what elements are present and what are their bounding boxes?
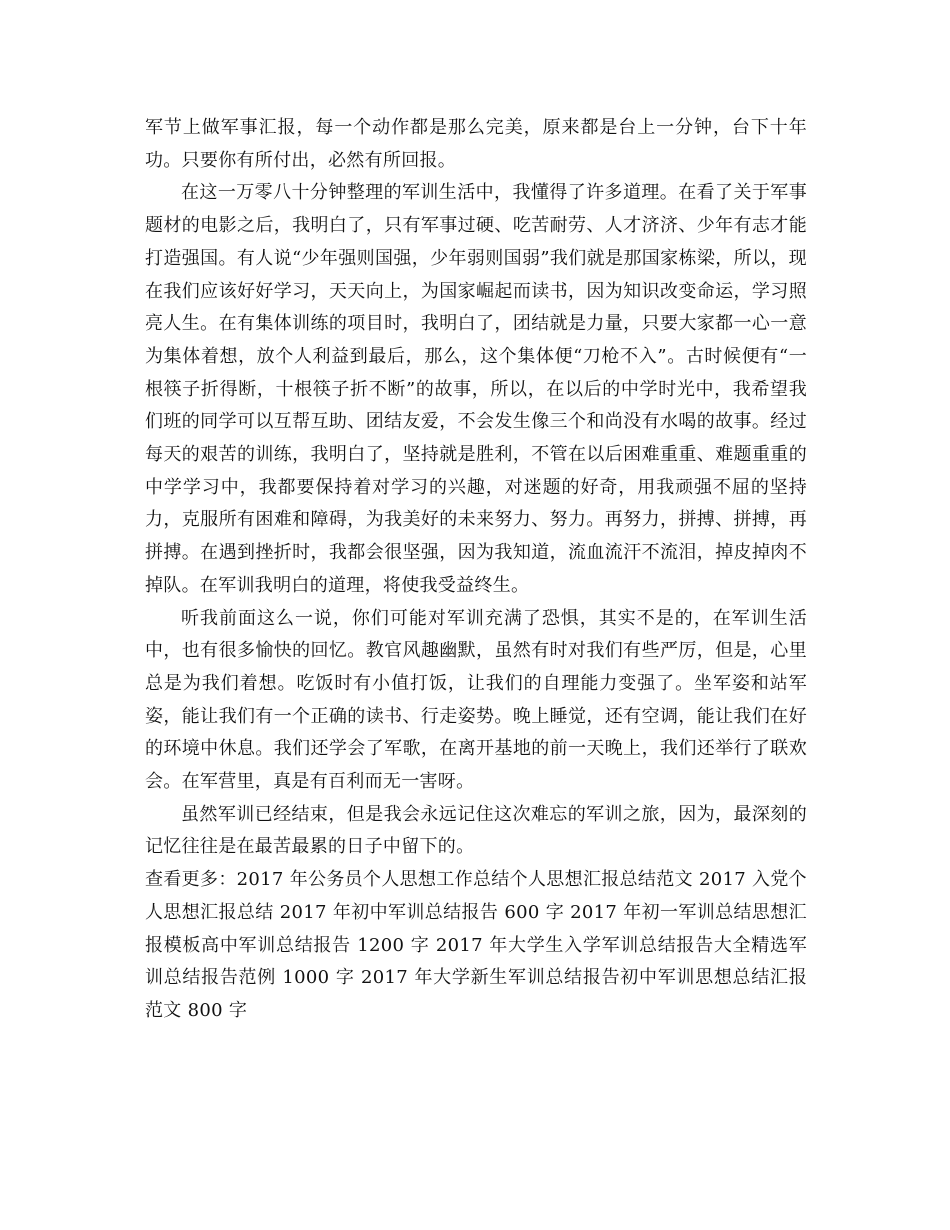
- paragraph-1: 军节上做军事汇报，每一个动作都是那么完美，原来都是台上一分钟，台下十年功。只要你有所付出，必然有所回报。: [145, 117, 807, 171]
- document-page: [145, 112, 807, 1028]
- paragraph-2: 在这一万零八十分钟整理的军训生活中，我懂得了许多道理。在看了关于军事题材的电影之后，我明白了，只有军事过硬、吃苦耐劳、人才济济、少年有志才能打造强国。有人说“少年强则国强，少年弱则国弱”我们就是那国家栋梁，所以，现在我们应该好好学习，天天向上，为国家崛起而读书，因为知识改变命运，学习照亮人生。在有集体训练的项目时，我明白了，团结就是力量，只要大家都一心一意为集体着想，放个人利益到最后，那么，这个集体便“刀枪不入”。古时候便有“一根筷子折得断，十根筷子折不断”的故事，所以，在以后的中学时光中，我希望我们班的同学可以互帮互助、团结友爱，不会发生像三个和尚没有水喝的故事。经过每天的艰苦的训练，我明白了，坚持就是胜利，不管在以后困难重重、难题重重的中学学习中，我都要保持着对学习的兴趣，对迷题的好奇，用我顽强不屈的坚持力，克服所有困难和障碍，为我美好的未来努力、努力。再努力，拼搏、拼搏，再拼搏。在遇到挫折时，我都会很坚强，因为我知道，流血流汗不流泪，掉皮掉肉不掉队。在军训我明白的道理，将使我受益终生。: [145, 182, 807, 596]
- related-articles: 查看更多：2017 年公务员个人思想工作总结个人思想汇报总结范文 2017 入党个人思想汇报总结 2017 年初中军训总结报告 600 字 2017 年初一军训总结思想汇报模板高中军训总结报告 1200 字 2017 年大学生入学军训总结报告大全精选军训总结报告范例 1000 字 2017 年大学新生军训总结报告初中军训思想总结汇报范文 800 字: [145, 869, 807, 1021]
- paragraph-3: 听我前面这么一说，你们可能对军训充满了恐惧，其实不是的，在军训生活中，也有很多愉快的回忆。教官风趣幽默，虽然有时对我们有些严厉，但是，心里总是为我们着想。吃饭时有小值打饭，让我们的自理能力变强了。坐军姿和站军姿，能让我们有一个正确的读书、行走姿势。晚上睡觉，还有空调，能让我们在好的环境中休息。我们还学会了军歌，在离开基地的前一天晚上，我们还举行了联欢会。在军营里，真是有百利而无一害呀。: [145, 607, 807, 793]
- paragraph-4: 虽然军训已经结束，但是我会永远记住这次难忘的军训之旅，因为，最深刻的记忆往往是在最苦最累的日子中留下的。: [145, 803, 807, 858]
